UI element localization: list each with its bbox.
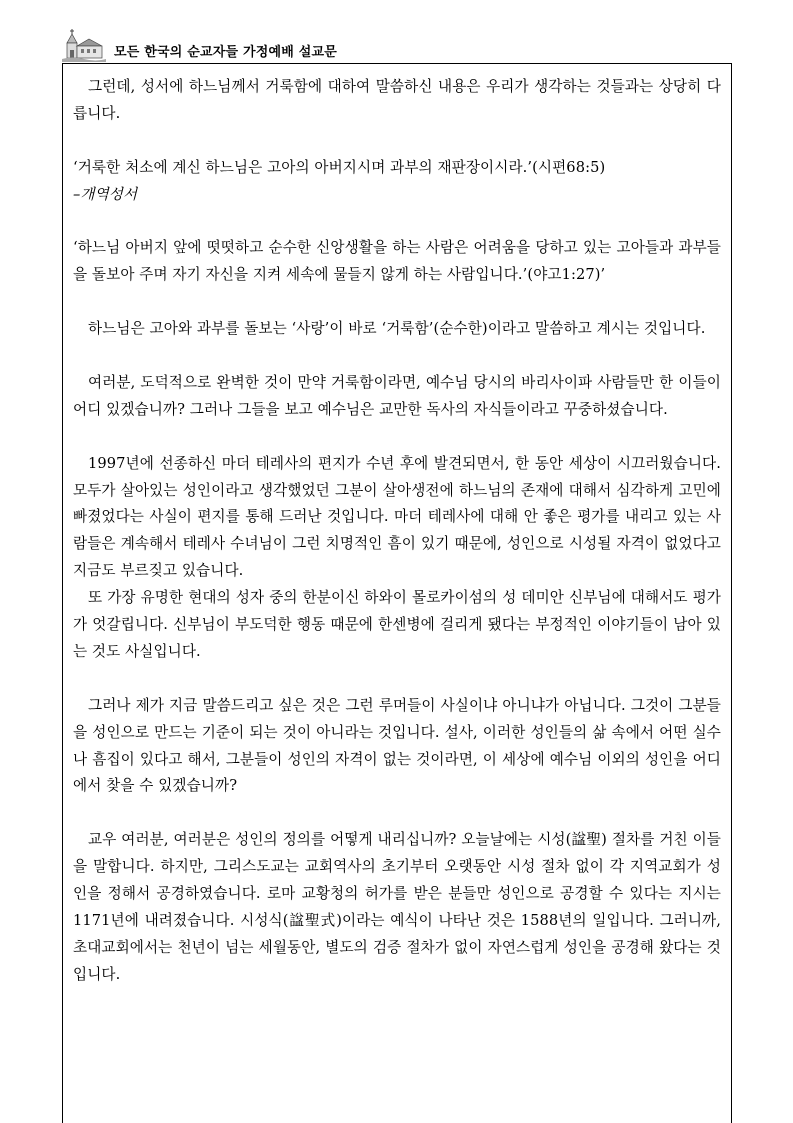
page-header — [62, 28, 732, 62]
paragraph-mother-teresa: 1997년에 선종하신 마더 테레사의 편지가 수년 후에 발견되면서, 한 동안 세상이 시끄러웠습니다. 모두가 살아있는 성인이라고 생각했었던 그분이 살아생전에 하느님의 존재에 대해서 심각하게 고민에 빠졌었다는 사실이 편지를 통해 드러난 것입니다. 마더 테레사에 대해 안 좋은 평가를 내리고 있는 사람들은 계속해서 테레사 수녀님이 그런 치명적인 흠이 있기 때문에, 성인으로 시성될 자격이 없었다고 지금도 부르짖고 있습니다. — [73, 454, 721, 580]
quote-psalm-version: –개역성서 — [73, 185, 138, 203]
quote-james: ‘하느님 아버지 앞에 떳떳하고 순수한 신앙생활을 하는 사람은 어려움을 당하고 있는 고아들과 과부들을 돌보아 주며 자기 자신을 지켜 세속에 물들지 않게 하는 사람입니다.’(야고1:27)’ — [73, 239, 721, 284]
page-header-title: 모든 한국의 순교자들 가정예배 설교문 — [114, 45, 338, 60]
quote-psalm — [73, 155, 721, 209]
paragraph-love-holiness: 하느님은 고아와 과부를 돌보는 ‘사랑’이 바로 ‘거룩함’(순수한)이라고 말씀하고 계시는 것입니다. — [88, 320, 706, 338]
church-icon — [62, 28, 106, 62]
paragraph-intro: 그런데, 성서에 하느님께서 거룩함에 대하여 말씀하신 내용은 우리가 생각하는 것들과는 상당히 다릅니다. — [73, 78, 721, 122]
document-frame — [62, 63, 732, 1123]
paragraph-canonization: 교우 여러분, 여러분은 성인의 정의를 어떻게 내리십니까? 오늘날에는 시성(諡聖) 절차를 거친 이들을 말합니다. 하지만, 그리스도교는 교회역사의 초기부터 오랫동안 시성 절차 없이 각 지역교회가 성인을 정해서 공경하였습니다. 로마 교황청의 허가를 받은 분들만 성인으로 공경할 수 있다는 지시는 1171년에 내려졌습니다. 시성식(諡聖式)이라는 예식이 나타난 것은 1588년의 일입니다. 그러니까, 초대교회에서는 천년이 넘는 세월동안, 별도의 검증 절차가 없이 자연스럽게 성인을 공경해 왔다는 것입니다. — [73, 831, 721, 983]
paragraph-pharisees: 여러분, 도덕적으로 완벽한 것이 만약 거룩함이라면, 예수님 당시의 바리사이파 사람들만 한 이들이 어디 있겠습니까? 그러나 그들을 보고 예수님은 교만한 독사의 자식들이라고 꾸중하셨습니다. — [73, 373, 721, 418]
paragraph-rumors: 그러나 제가 지금 말씀드리고 싶은 것은 그런 루머들이 사실이냐 아니냐가 아닙니다. 그것이 그분들을 성인으로 만드는 기준이 되는 것이 아니라는 것입니다. 설사, 이러한 성인들의 삶 속에서 어떤 실수나 흠집이 있다고 해서, 그분들이 성인의 자격이 없는 것이라면, 이 세상에 예수님 이외의 성인을 어디에서 찾을 수 있겠습니까? — [73, 696, 721, 795]
paragraph-father-damien: 또 가장 유명한 현대의 성자 중의 한분이신 하와이 몰로카이섬의 성 데미안 신부님에 대해서도 평가가 엇갈립니다. 신부님이 부도덕한 행동 때문에 한센병에 걸리게 됐다는 부정적인 이야기들이 남아 있는 것도 사실입니다. — [73, 589, 721, 660]
quote-psalm-text: ‘거룩한 처소에 계신 하느님은 고아의 아버지시며 과부의 재판장이시라.’(시편68:5) — [73, 158, 606, 176]
